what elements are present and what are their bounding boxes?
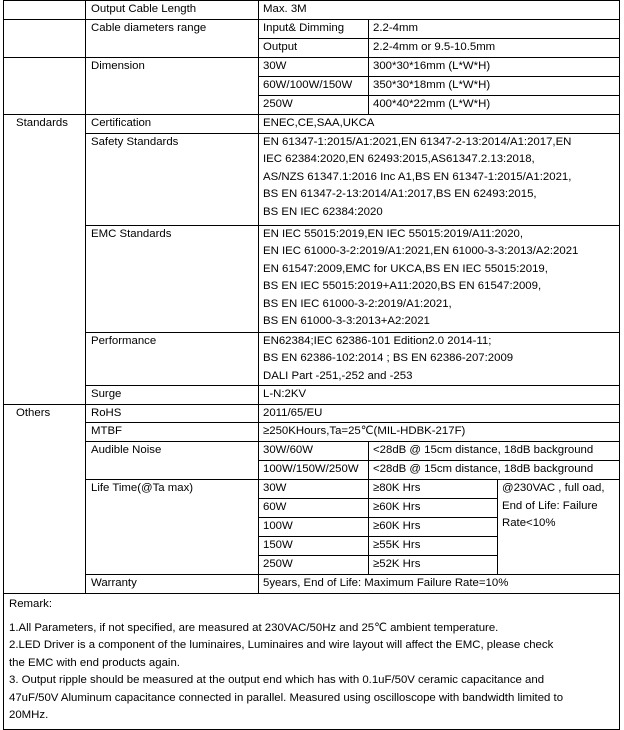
value-warranty: 5years, End of Life: Maximum Failure Rate=10%	[259, 575, 620, 594]
remark-title: Remark:	[9, 598, 53, 610]
value-dim-250w: 400*40*22mm (L*W*H)	[369, 95, 620, 114]
emc-line: BS EN 61000-3-3:2013+A2:2021	[263, 315, 430, 327]
life-watt: 100W	[259, 518, 369, 537]
safety-line: BS EN IEC 62384:2020	[263, 205, 383, 218]
value-cable-length: Max. 3M	[259, 1, 620, 20]
value-dim-60-150w: 350*30*18mm (L*W*H)	[369, 76, 620, 95]
life-note-line: Rate<10%	[502, 517, 556, 529]
value-dim-30w: 300*30*16mm (L*W*H)	[369, 57, 620, 76]
remark-note-3: 3. Output ripple should be measured at the output end which has with 0.1uF/50V ceramic capacitance and	[9, 674, 545, 686]
value-noise-100-250w: <28dB @ 15cm distance, 18dB background	[369, 461, 620, 480]
emc-line: BS EN IEC 61000-3-2:2019/A1:2021,	[263, 297, 452, 310]
performance-line: EN62384;IEC 62386-101 Edition2.0 2014-11;	[263, 334, 492, 347]
safety-line: IEC 62384:2020,EN 62493:2015,AS61347.2.13:2018,	[263, 153, 535, 165]
label-cable-length: Output Cable Length	[86, 1, 259, 20]
remark-note-2-cont: the EMC with end products again.	[9, 656, 180, 669]
label-surge: Surge	[86, 386, 259, 405]
spec-table	[3, 0, 620, 594]
value-rohs: 2011/65/EU	[259, 404, 620, 423]
emc-line: BS EN IEC 55015:2019+A11:2020,BS EN 61547:2009,	[263, 280, 542, 292]
category-empty	[4, 57, 86, 114]
life-note	[498, 480, 620, 575]
category-others: Others	[4, 404, 86, 594]
performance-line: DALI Part -251,-252 and -253	[263, 369, 413, 382]
value-certification: ENEC,CE,SAA,UKCA	[259, 114, 620, 133]
life-note-line: End of Life: Failure	[502, 499, 598, 512]
key-output: Output	[259, 38, 369, 57]
label-certification: Certification	[86, 114, 259, 133]
remark-box	[3, 594, 620, 730]
label-performance: Performance	[86, 332, 259, 386]
label-emc-standards: EMC Standards	[86, 225, 259, 332]
key-dim-30w: 30W	[259, 57, 369, 76]
category-standards: Standards	[4, 114, 86, 404]
life-watt: 60W	[259, 499, 369, 518]
spec-sheet	[3, 0, 619, 730]
label-rohs: RoHS	[86, 404, 259, 423]
safety-line: AS/NZS 61347.1:2016 Inc A1,BS EN 61347-1:2015/A1:2021,	[263, 170, 572, 183]
life-hours: ≥60K Hrs	[369, 499, 498, 518]
key-noise-30-60w: 30W/60W	[259, 442, 369, 461]
value-output: 2.2-4mm or 9.5-10.5mm	[369, 38, 620, 57]
remark-note-3-cont: 47uF/50V Aluminum capacitance connected in parallel. Measured using oscilloscope with bandwidth limited to	[9, 691, 564, 704]
life-watt: 30W	[259, 480, 369, 499]
life-hours: ≥52K Hrs	[369, 556, 498, 575]
category-empty	[4, 19, 86, 57]
value-noise-30-60w: <28dB @ 15cm distance, 18dB background	[369, 442, 620, 461]
label-audible-noise: Audible Noise	[86, 442, 259, 480]
value-surge: L-N:2KV	[259, 386, 620, 405]
remark-note-3-end: 20MHz.	[9, 709, 49, 721]
label-cable-diameters: Cable diameters range	[86, 19, 259, 57]
life-hours: ≥60K Hrs	[369, 518, 498, 537]
life-hours: ≥55K Hrs	[369, 537, 498, 556]
emc-line: EN IEC 61000-3-2:2019/A1:2021,EN 61000-3-3:2013/A2:2021	[263, 245, 579, 257]
emc-line: EN IEC 55015:2019,EN IEC 55015:2019/A11:2020,	[263, 227, 524, 240]
value-emc-standards	[259, 225, 620, 332]
performance-line: BS EN 62386-102:2014 ; BS EN 62386-207:2009	[263, 352, 514, 364]
life-note-line: @230VAC , full oad,	[502, 482, 605, 494]
life-hours: ≥80K Hrs	[369, 480, 498, 499]
label-mtbf: MTBF	[86, 423, 259, 442]
key-dim-250w: 250W	[259, 95, 369, 114]
value-mtbf: ≥250KHours,Ta=25℃(MIL-HDBK-217F)	[259, 423, 620, 442]
value-input-dimming: 2.2-4mm	[369, 19, 620, 38]
label-dimension: Dimension	[86, 57, 259, 114]
life-watt: 250W	[259, 556, 369, 575]
safety-line: EN 61347-1:2015/A1:2021,EN 61347-2-13:2014/A1:2017,EN	[263, 135, 572, 148]
label-life-time: Life Time(@Ta max)	[86, 480, 259, 575]
category-empty	[4, 1, 86, 20]
key-dim-60-150w: 60W/100W/150W	[259, 76, 369, 95]
key-noise-100-250w: 100W/150W/250W	[259, 461, 369, 480]
value-safety-standards	[259, 133, 620, 225]
value-performance	[259, 332, 620, 386]
life-watt: 150W	[259, 537, 369, 556]
emc-line: EN 61547:2009,EMC for UKCA,BS EN IEC 55015:2019,	[263, 262, 548, 275]
safety-line: BS EN 61347-2-13:2014/A1:2017,BS EN 62493:2015,	[263, 188, 537, 200]
remark-note-1: 1.All Parameters, if not specified, are measured at 230VAC/50Hz and 25℃ ambient temperature.	[9, 621, 499, 634]
key-input-dimming: Input& Dimming	[259, 19, 369, 38]
label-safety-standards: Safety Standards	[86, 133, 259, 225]
label-warranty: Warranty	[86, 575, 259, 594]
remark-note-2: 2.LED Driver is a component of the luminaires, Luminaires and wire layout will affect the EMC, please check	[9, 639, 554, 651]
